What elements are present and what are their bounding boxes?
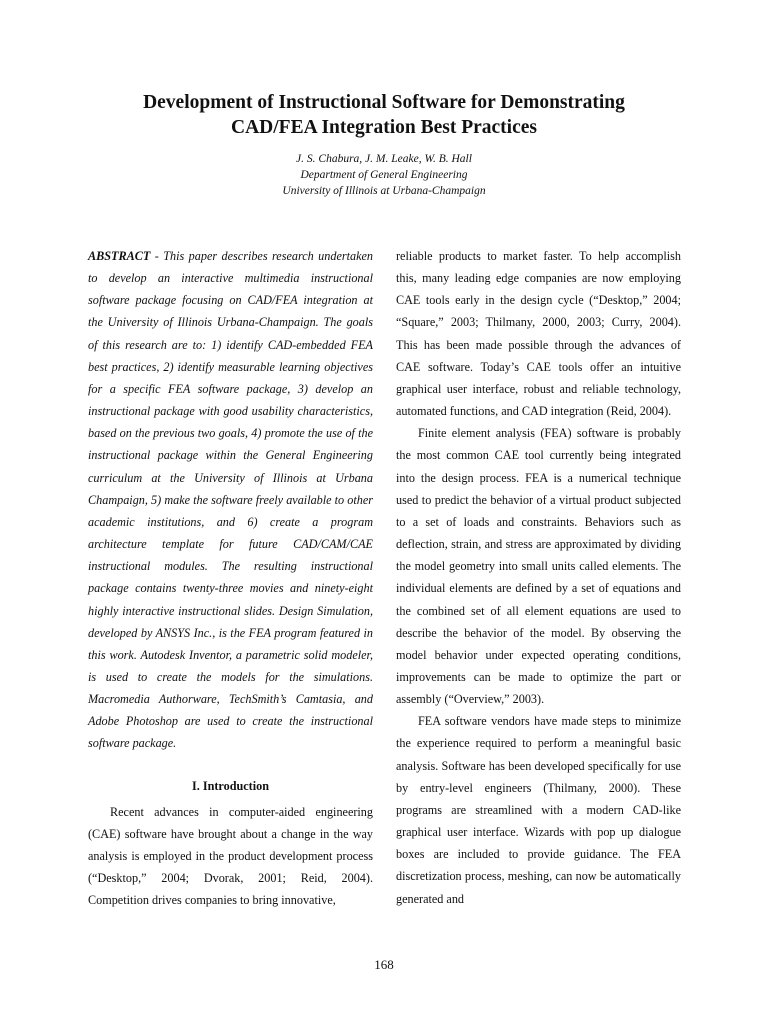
page-number: 168 [374,957,394,972]
abstract-text: - This paper describes research undertaken to develop an interactive multimedia instructional software package focusing on CAD/FEA integration at the University of Illinois Urbana-Champaign. The goals of this research are to: 1) identify CAD-embedded FEA best practices, 2) identify measurable learning objectives for a specific FEA software package, 3) develop an instructional package with good usability characteristics, based on the previous two goals, 4) promote the use of the instructional package within the General Engineering curriculum at the University of Illinois at Urbana Champaign, 5) make the software freely available to other academic institutions, and 6) create a program architecture template for future CAD/CAM/CAE instructional modules. The resulting instructional package contains twenty-three movies and ninety-eight highly interactive instructional slides. Design Simulation, developed by ANSYS Inc., is the FEA program featured in this work. Autodesk Inventor, a parametric solid modeler, is used to create the models for the simulations. Macromedia Authorware, TechSmith’s Camtasia, and Adobe Photoshop are used to create the instructional software package. [88,249,373,751]
intro-paragraph-1-continued: reliable products to market faster. To help accomplish this, many leading edge companies are now employing CAE tools early in the design cycle (“Desktop,” 2004; “Square,” 2003; Thilmany, 2000, 2003; Curry, 2004). This has been made possible through the advances of CAE software. Today’s CAE tools offer an intuitive graphical user interface, robust and reliable technology, automated functions, and CAD integration (Reid, 2004). [396,249,681,419]
department: Department of General Engineering [300,169,468,181]
paper-title [100,90,668,140]
intro-paragraph-2: Finite element analysis (FEA) software is probably the most common CAE tool currently being integrated into the design process. FEA is a numerical technique used to predict the behavior of a virtual product subjected to a set of loads and constraints. Behaviors such as deflection, strain, and stress are approximated by dividing the model geometry into small units called elements. The individual elements are defined by a set of equations and the combined set of all element equations are used to describe the behavior of the model. By observing the model behavior under expected operating conditions, improvements can be made to optimize the part or assembly (“Overview,” 2003). [396,426,681,707]
abstract-heading: ABSTRACT [88,249,151,263]
author-names: J. S. Chabura, J. M. Leake, W. B. Hall [296,153,472,165]
section-heading-introduction: I. Introduction [192,778,269,793]
right-column [396,245,681,910]
university: University of Illinois at Urbana-Champaign [282,185,486,197]
author-block [120,151,648,199]
title-line-2: CAD/FEA Integration Best Practices [231,117,537,138]
intro-paragraph-1-start: Recent advances in computer-aided engineering (CAE) software have brought about a change in the way analysis is employed in the product development process (“Desktop,” 2004; Dvorak, 2001; Reid, 2004). Competition drives companies to bring innovative, [88,804,373,908]
left-column [88,245,373,912]
title-line-1: Development of Instructional Software for Demonstrating [143,92,625,113]
abstract [88,245,373,755]
intro-paragraph-3: FEA software vendors have made steps to minimize the experience required to perform a meaningful basic analysis. Software has been developed specifically for use by entry-level engineers (Thilmany, 2000). These programs are streamlined with a modern CAD-like graphical user interface. Wizards with pop up dialogue boxes are included to provide guidance. The FEA discretization process, meshing, can now be automatically generated and [396,714,681,906]
